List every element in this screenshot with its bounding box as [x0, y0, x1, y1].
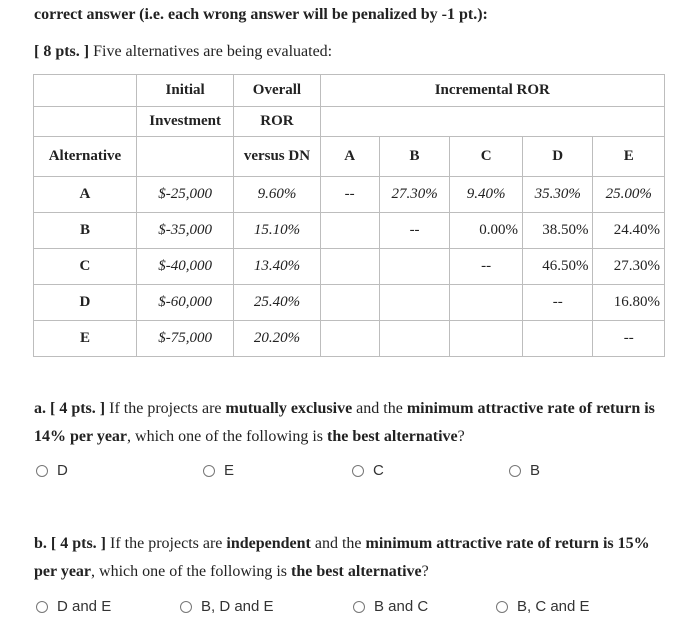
- intro-text: [34, 43, 332, 61]
- row-cell: [320, 213, 379, 249]
- col-header-b: B: [379, 137, 450, 177]
- row-cell: 27.30%: [379, 177, 450, 213]
- table-row: [34, 177, 665, 213]
- row-cell: [379, 321, 450, 357]
- row-cell: 16.80%: [593, 285, 665, 321]
- question-b-text: b. [ 4 pts. ] If the projects are independent and the minimum attractive rate of return is 15% per year, which one of the following is the best alternative?: [34, 535, 650, 580]
- header-overall-2: ROR: [234, 107, 320, 137]
- row-alternative: A: [34, 177, 137, 213]
- row-cell: [379, 285, 450, 321]
- row-cell: [320, 285, 379, 321]
- radio-icon[interactable]: [180, 601, 192, 613]
- row-cell: 27.30%: [593, 249, 665, 285]
- table-row: [34, 249, 665, 285]
- row-overall-ror: 9.60%: [234, 177, 320, 213]
- header-incremental-ror: Incremental ROR: [320, 75, 664, 107]
- row-alternative: E: [34, 321, 137, 357]
- radio-icon[interactable]: [36, 465, 48, 477]
- option-b-b-c-and-e[interactable]: B, C and E: [496, 598, 590, 615]
- radio-icon[interactable]: [496, 601, 508, 613]
- row-investment: $-25,000: [136, 177, 233, 213]
- question-a-label: a. [ 4 pts. ]: [34, 400, 106, 417]
- row-investment: $-40,000: [136, 249, 233, 285]
- radio-icon[interactable]: [36, 601, 48, 613]
- row-cell: 35.30%: [522, 177, 593, 213]
- question-b-label: b. [ 4 pts. ]: [34, 535, 107, 552]
- row-cell: [450, 321, 523, 357]
- row-overall-ror: 13.40%: [234, 249, 320, 285]
- radio-icon[interactable]: [353, 601, 365, 613]
- option-b-b-and-c[interactable]: B and C: [353, 598, 428, 615]
- header-overall-1: Overall: [234, 75, 320, 107]
- option-a-b[interactable]: B: [509, 462, 540, 479]
- header-initial-2: Investment: [136, 107, 233, 137]
- row-investment: $-60,000: [136, 285, 233, 321]
- row-overall-ror: 20.20%: [234, 321, 320, 357]
- row-alternative: C: [34, 249, 137, 285]
- col-header-c: C: [450, 137, 523, 177]
- row-overall-ror: 15.10%: [234, 213, 320, 249]
- option-a-d[interactable]: D: [36, 462, 68, 479]
- col-header-e: E: [593, 137, 665, 177]
- option-b-d-and-e[interactable]: D and E: [36, 598, 111, 615]
- col-header-a: A: [320, 137, 379, 177]
- radio-icon[interactable]: [509, 465, 521, 477]
- intro-points: [ 8 pts. ]: [34, 43, 90, 60]
- header-initial-1: Initial: [136, 75, 233, 107]
- radio-icon[interactable]: [352, 465, 364, 477]
- row-overall-ror: 25.40%: [234, 285, 320, 321]
- row-investment: $-35,000: [136, 213, 233, 249]
- table-row: [34, 321, 665, 357]
- header-alternative: Alternative: [34, 137, 137, 177]
- option-a-e[interactable]: E: [203, 462, 234, 479]
- row-cell: --: [450, 249, 523, 285]
- table-row: [34, 285, 665, 321]
- row-cell: --: [522, 285, 593, 321]
- row-cell: --: [320, 177, 379, 213]
- row-cell: 38.50%: [522, 213, 593, 249]
- row-cell: 0.00%: [450, 213, 523, 249]
- row-cell: --: [379, 213, 450, 249]
- question-a-text: a. [ 4 pts. ] If the projects are mutually exclusive and the minimum attractive rate of return is 14% per year, which one of the following is the best alternative?: [34, 400, 655, 445]
- row-cell: 24.40%: [593, 213, 665, 249]
- intro-description: Five alternatives are being evaluated:: [89, 43, 333, 60]
- row-cell: [379, 249, 450, 285]
- row-cell: 25.00%: [593, 177, 665, 213]
- row-cell: [320, 321, 379, 357]
- row-cell: --: [593, 321, 665, 357]
- col-header-d: D: [522, 137, 593, 177]
- row-cell: [450, 285, 523, 321]
- header-overall-3: versus DN: [234, 137, 320, 177]
- row-investment: $-75,000: [136, 321, 233, 357]
- row-cell: 46.50%: [522, 249, 593, 285]
- option-b-b-d-and-e[interactable]: B, D and E: [180, 598, 274, 615]
- radio-icon[interactable]: [203, 465, 215, 477]
- row-cell: [320, 249, 379, 285]
- table-row: [34, 213, 665, 249]
- row-alternative: D: [34, 285, 137, 321]
- row-cell: [522, 321, 593, 357]
- header-text: correct answer (i.e. each wrong answer will be penalized by -1 pt.):: [34, 6, 488, 23]
- option-a-c[interactable]: C: [352, 462, 384, 479]
- alternatives-table: [33, 74, 665, 357]
- row-alternative: B: [34, 213, 137, 249]
- row-cell: 9.40%: [450, 177, 523, 213]
